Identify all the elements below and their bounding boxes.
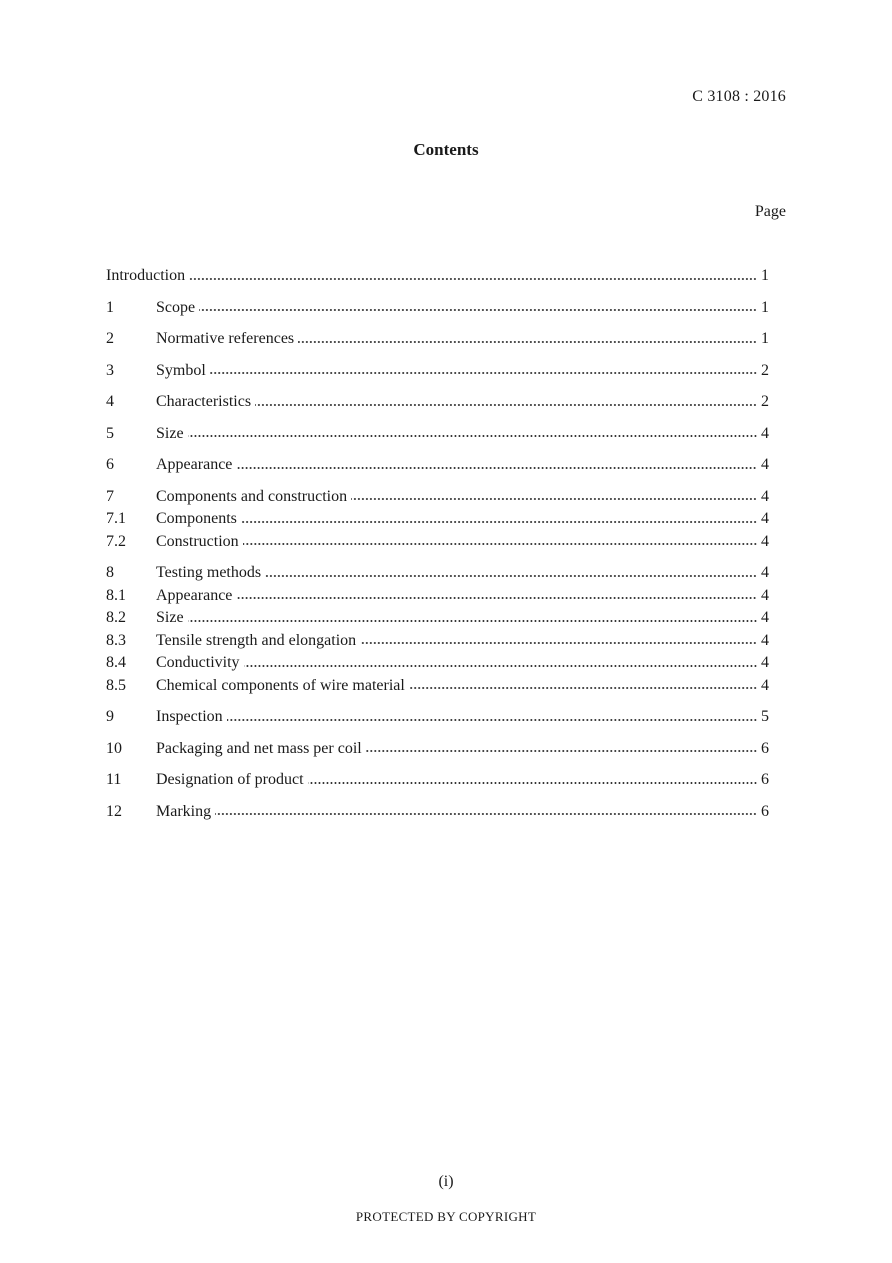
toc-entry[interactable] [106, 562, 769, 585]
table-of-contents [106, 265, 769, 823]
toc-entry-title: Scope [156, 298, 196, 316]
toc-entry-title: Designation of product [156, 771, 304, 788]
toc-entry-number: 8.5 [106, 676, 126, 694]
toc-entry-number: 8.4 [106, 654, 126, 671]
toc-dot-leader [241, 521, 757, 523]
toc-entry-title: Appearance [156, 586, 233, 604]
toc-entry-number: 8.3 [106, 631, 126, 649]
toc-entry[interactable] [106, 531, 769, 554]
toc-dot-leader [199, 309, 757, 311]
contents-title: Contents [413, 140, 479, 159]
page-column-heading: Page [754, 203, 786, 220]
toc-entry-title: Construction [156, 532, 239, 550]
toc-entry[interactable] [106, 630, 769, 653]
toc-entry-title: Size [156, 424, 184, 442]
toc-entry-page: 4 [761, 564, 769, 581]
toc-dot-leader [360, 642, 757, 644]
toc-dot-leader [366, 750, 757, 752]
page-folio: (i) [438, 1173, 454, 1190]
toc-entry[interactable] [106, 675, 769, 698]
toc-dot-leader [188, 620, 757, 622]
toc-entry-page: 2 [761, 361, 769, 379]
toc-dot-leader [210, 372, 757, 374]
toc-dot-leader [227, 719, 757, 721]
toc-entry[interactable] [106, 486, 769, 509]
document-id: C 3108 : 2016 [692, 88, 786, 105]
toc-entry-page: 1 [761, 330, 769, 347]
toc-entry-page: 4 [761, 532, 769, 550]
toc-entry-title: Tensile strength and elongation [156, 631, 357, 649]
toc-entry[interactable] [106, 738, 769, 761]
toc-entry-page: 6 [761, 771, 769, 788]
toc-entry[interactable] [106, 769, 769, 792]
toc-entry-page: 4 [761, 424, 769, 442]
toc-entry-number: 2 [106, 330, 114, 347]
toc-entry-page: 2 [761, 393, 769, 410]
toc-dot-leader [244, 665, 757, 667]
toc-entry-page: 4 [761, 456, 769, 473]
toc-dot-leader [243, 543, 757, 545]
toc-entry-page: 1 [761, 298, 769, 316]
toc-entry-title: Inspection [156, 708, 223, 725]
toc-entry-title: Packaging and net mass per coil [156, 739, 362, 757]
toc-entry-title: Characteristics [156, 393, 252, 410]
toc-entry-title: Chemical components of wire material [156, 676, 405, 694]
toc-entry[interactable] [106, 360, 769, 383]
toc-entry-page: 6 [761, 802, 769, 820]
toc-dot-leader [236, 597, 757, 599]
toc-entry[interactable] [106, 328, 769, 351]
toc-entry-title: Components [156, 510, 237, 527]
toc-entry-page: 4 [761, 609, 769, 626]
toc-entry-page: 4 [761, 586, 769, 604]
toc-entry-page: 4 [761, 631, 769, 649]
toc-entry-number: 9 [106, 708, 114, 725]
toc-dot-leader [351, 498, 757, 500]
toc-entry-number: 6 [106, 456, 114, 473]
toc-entry[interactable] [106, 454, 769, 477]
toc-dot-leader [298, 341, 757, 343]
toc-entry-number: 4 [106, 393, 114, 410]
toc-entry[interactable] [106, 652, 769, 675]
toc-entry-number: 7.1 [106, 510, 126, 527]
toc-entry[interactable] [106, 607, 769, 630]
toc-entry-page: 5 [761, 708, 769, 725]
toc-entry-title: Symbol [156, 361, 206, 379]
toc-entry-page: 4 [761, 676, 769, 694]
toc-dot-leader [265, 575, 757, 577]
toc-dot-leader [409, 687, 757, 689]
toc-entry[interactable] [106, 706, 769, 729]
toc-entry-title: Components and construction [156, 487, 348, 505]
toc-entry[interactable] [106, 391, 769, 414]
toc-entry-number: 12 [106, 802, 122, 820]
toc-entry[interactable] [106, 801, 769, 824]
toc-entry-number: 10 [106, 739, 122, 757]
toc-dot-leader [308, 782, 757, 784]
copyright-notice: PROTECTED BY COPYRIGHT [355, 1209, 537, 1224]
toc-entry-number: 7 [106, 487, 114, 505]
toc-dot-leader [236, 467, 757, 469]
toc-entry-number: 7.2 [106, 532, 126, 550]
toc-entry-title: Marking [156, 802, 212, 820]
toc-entry-number: 5 [106, 424, 114, 442]
toc-entry-title: Introduction [106, 267, 186, 284]
toc-entry-number: 8.1 [106, 586, 126, 604]
toc-entry-number: 3 [106, 361, 114, 379]
toc-entry-title: Appearance [156, 456, 233, 473]
toc-dot-leader [188, 435, 757, 437]
toc-entry-page: 6 [761, 739, 769, 757]
toc-entry[interactable] [106, 423, 769, 446]
toc-entry-page: 1 [761, 267, 769, 284]
toc-entry-title: Conductivity [156, 654, 240, 671]
toc-entry[interactable] [106, 265, 769, 288]
toc-dot-leader [255, 404, 757, 406]
toc-entry[interactable] [106, 297, 769, 320]
toc-entry-title: Testing methods [156, 564, 262, 581]
toc-entry-title: Normative references [156, 330, 295, 347]
toc-entry[interactable] [106, 585, 769, 608]
toc-entry-page: 4 [761, 654, 769, 671]
toc-entry-number: 1 [106, 298, 114, 316]
toc-entry-page: 4 [761, 487, 769, 505]
toc-entry-title: Size [156, 609, 184, 626]
toc-entry-page: 4 [761, 510, 769, 527]
toc-entry-number: 8 [106, 564, 114, 581]
toc-entry-number: 8.2 [106, 609, 126, 626]
toc-dot-leader [215, 813, 757, 815]
toc-entry-number: 11 [106, 771, 122, 788]
toc-entry[interactable] [106, 508, 769, 531]
toc-dot-leader [189, 278, 757, 280]
